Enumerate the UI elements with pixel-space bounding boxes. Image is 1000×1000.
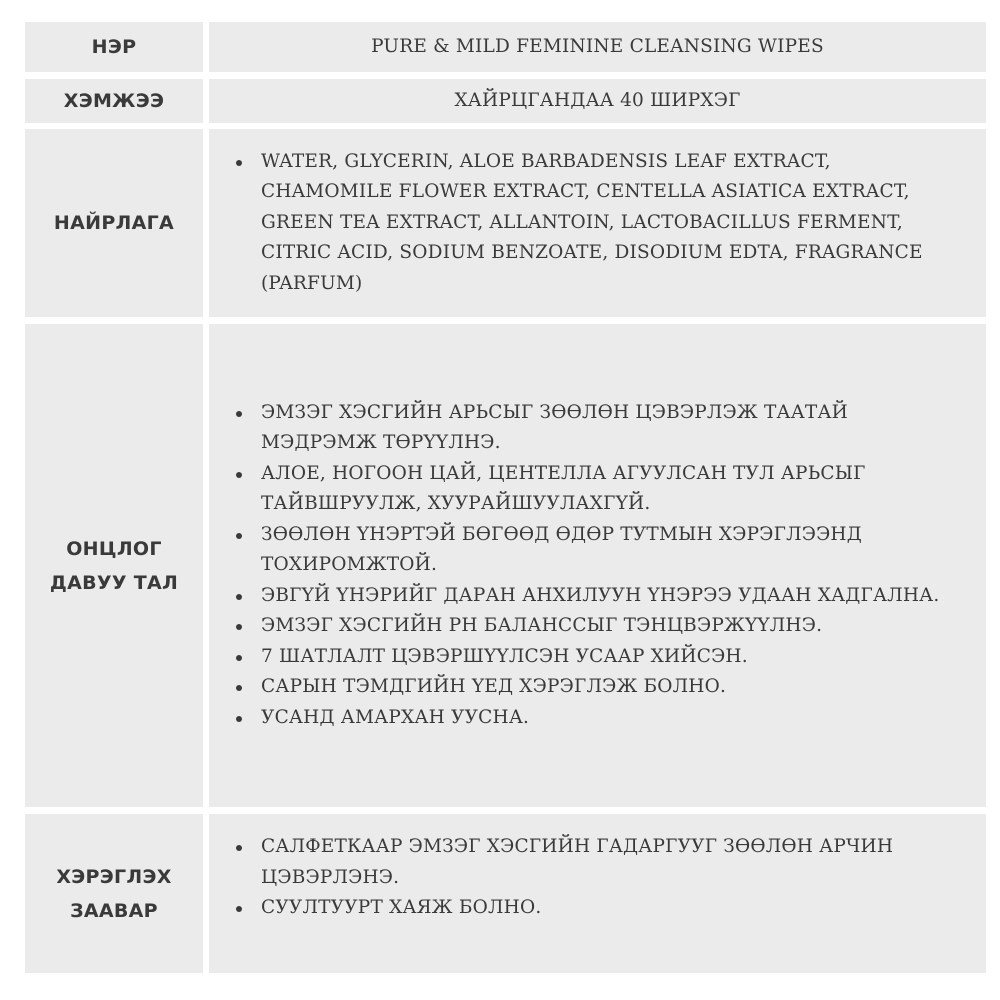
features-list [233, 398, 968, 734]
value-size: ХАЙРЦГАНДАА 40 ШИРХЭГ [209, 79, 986, 123]
feature-item: АЛОЕ, НОГООН ЦАЙ, ЦЕНТЕЛЛА АГУУЛСАН ТУЛ АРЬСЫГ ТАЙВШРУУЛЖ, ХУУРАЙШУУЛАХГҮЙ. [233, 459, 968, 520]
label-name: НЭР [25, 22, 203, 72]
label-size: ХЭМЖЭЭ [25, 79, 203, 123]
label-ingredients: НАЙРЛАГА [25, 129, 203, 317]
feature-item: ЭМЗЭГ ХЭСГИЙН АРЬСЫГ ЗӨӨЛӨН ЦЭВЭРЛЭЖ ТААТАЙ МЭДРЭМЖ ТӨРҮҮЛНЭ. [233, 398, 968, 459]
feature-item: ЭМЗЭГ ХЭСГИЙН PH БАЛАНССЫГ ТЭНЦВЭРЖҮҮЛНЭ. [233, 611, 968, 642]
feature-item: УСАНД АМАРХАН УУСНА. [233, 703, 968, 734]
label-usage: ХЭРЭГЛЭХ ЗААВАР [25, 814, 203, 973]
feature-item: ЗӨӨЛӨН ҮНЭРТЭЙ БӨГӨӨД ӨДӨР ТУТМЫН ХЭРЭГЛЭЭНД ТОХИРОМЖТОЙ. [233, 520, 968, 581]
value-name: PURE & MILD FEMININE CLEANSING WIPES [209, 22, 986, 72]
usage-item: САЛФЕТКААР ЭМЗЭГ ХЭСГИЙН ГАДАРГУУГ ЗӨӨЛӨН АРЧИН ЦЭВЭРЛЭНЭ. [233, 832, 968, 893]
ingredients-item: WATER, GLYCERIN, ALOE BARBADENSIS LEAF EXTRACT, CHAMOMILE FLOWER EXTRACT, CENTELLA ASIATICA EXTRACT, GREEN TEA EXTRACT, ALLANTOIN, LACTOBACILLUS FERMENT, CITRIC ACID, SODIUM BENZOATE, DISODIUM EDTA, FRAGRANCE (PARFUM) [233, 147, 968, 300]
usage-list [233, 832, 968, 924]
ingredients-list [233, 147, 968, 300]
feature-item: ЭВГҮЙ ҮНЭРИЙГ ДАРАН АНХИЛУУН ҮНЭРЭЭ УДААН ХАДГАЛНА. [233, 581, 968, 612]
feature-item: САРЫН ТЭМДГИЙН ҮЕД ХЭРЭГЛЭЖ БОЛНО. [233, 672, 968, 703]
feature-item: 7 ШАТЛАЛТ ЦЭВЭРШҮҮЛСЭН УСААР ХИЙСЭН. [233, 642, 968, 673]
value-ingredients [209, 129, 986, 317]
value-usage [209, 814, 986, 973]
usage-item: СУУЛТУУРТ ХАЯЖ БОЛНО. [233, 893, 968, 924]
label-features: ОНЦЛОГ ДАВУУ ТАЛ [25, 324, 203, 807]
value-features [209, 324, 986, 807]
